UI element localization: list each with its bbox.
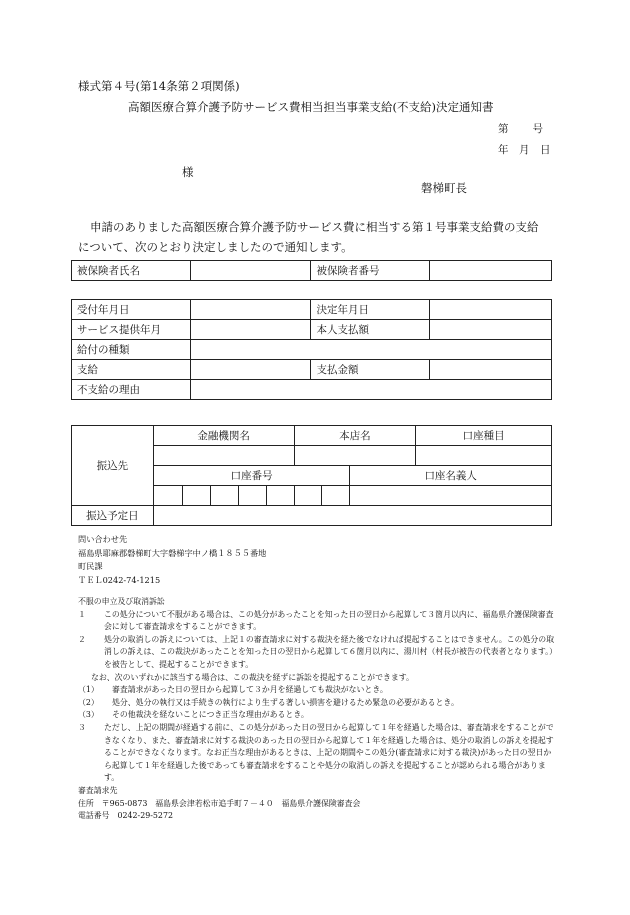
appeal-item-text: 処分の取消しの訴えについては、上記１の審査請求に対する裁決を経た後でなければ提起することはできません。この処分の取消しの訴えは、この裁決があったことを知った日の翌日から起算して６箇月以内に、湯川村（村長が被告の代表者となります。）を被告として、提起することができます。 xyxy=(104,634,557,669)
insured-number-value xyxy=(430,261,552,281)
payment-amount-label: 支払金額 xyxy=(311,360,430,380)
document-number: 第 号 xyxy=(498,123,544,135)
account-digit-box xyxy=(238,486,266,506)
contact-section xyxy=(78,533,578,587)
insured-name-label: 被保険者氏名 xyxy=(72,261,191,281)
appeal-item-number: ２ xyxy=(78,634,86,644)
intro-line-1: 申請のありました高額医療合算介護予防サービス費に相当する第１号事業支給費の支給 xyxy=(90,220,539,234)
appeal-sub-1 xyxy=(78,684,558,697)
document-title: 高額医療合算介護予防サービス費相当担当事業支給(不支給)決定通知書 xyxy=(128,100,494,114)
appeal-sub-number: （2） xyxy=(78,697,99,707)
review-tel: 電話番号 0242-29-5272 xyxy=(78,811,173,821)
self-pay-value xyxy=(430,320,552,340)
contact-department: 町民課 xyxy=(78,561,103,571)
decision-date-label: 決定年月日 xyxy=(311,300,430,320)
account-type-label: 口座種目 xyxy=(416,426,552,446)
form-number: 様式第４号(第14条第２項関係) xyxy=(78,79,240,93)
benefit-type-label: 給付の種類 xyxy=(72,340,191,360)
account-number-label: 口座番号 xyxy=(153,466,350,486)
appeal-item-2-note: なお、次のいずれかに該当する場合は、この裁決を経ずに訴訟を提起することができます。 xyxy=(91,672,414,682)
appeal-sub-2 xyxy=(78,697,558,710)
appeal-heading: 不服の申立及び取消訴訟 xyxy=(78,597,165,606)
self-pay-label: 本人支払額 xyxy=(311,320,430,340)
benefit-type-value xyxy=(190,340,551,360)
issue-date: 年 月 日 xyxy=(498,144,551,156)
received-date-label: 受付年月日 xyxy=(72,300,191,320)
account-digit-box xyxy=(182,486,210,506)
scheduled-date-label: 振込予定日 xyxy=(72,506,154,526)
scheduled-date-value xyxy=(153,506,551,526)
appeal-item-number: ３ xyxy=(78,722,86,732)
appeal-item-text: この処分について不服がある場合は、この処分があったことを知った日の翌日から起算して３箇月以内に、福島県介護保険審査会に対して審査請求をすることができます。 xyxy=(104,609,554,632)
appeal-sub-text: その他裁決を経ないことにつき正当な理由があるとき。 xyxy=(112,710,309,720)
bank-name-label: 金融機関名 xyxy=(153,426,294,446)
review-heading: 審査請求先 xyxy=(78,785,118,795)
intro-line-2: について、次のとおり決定しましたので通知します。 xyxy=(78,240,353,254)
account-digit-box xyxy=(322,486,350,506)
appeal-sub-number: （1） xyxy=(78,685,99,695)
decision-date-value xyxy=(430,300,552,320)
non-payment-reason-value xyxy=(190,380,551,400)
branch-name-value xyxy=(294,446,416,466)
appeal-item-2 xyxy=(78,634,558,672)
transfer-destination-label: 振込先 xyxy=(72,426,154,506)
appeal-sub-number: （3） xyxy=(78,710,99,720)
review-address: 住所 〒965-0873 福島県会津若松市追手町７－４０ 福島県介護保険審査会 xyxy=(78,798,361,808)
appeal-item-3 xyxy=(78,722,558,785)
insured-number-label: 被保険者番号 xyxy=(311,261,430,281)
account-digit-box xyxy=(153,486,182,506)
appeal-sub-text: 審査請求があった日の翌日から起算して３か月を経過しても裁決がないとき。 xyxy=(112,685,388,695)
account-digit-box xyxy=(210,486,238,506)
appeal-sub-text: 処分、処分の執行又は手続きの執行により生ずる著しい損害を避けるため緊急の必要があるとき。 xyxy=(112,697,459,707)
payment-amount-value xyxy=(430,360,552,380)
non-payment-reason-label: 不支給の理由 xyxy=(72,380,191,400)
bank-name-value xyxy=(153,446,294,466)
decision-table xyxy=(71,299,552,400)
appeal-section xyxy=(78,596,558,823)
branch-name-label: 本店名 xyxy=(294,426,416,446)
contact-heading: 問い合わせ先 xyxy=(78,534,128,544)
transfer-table xyxy=(71,425,552,526)
payment-label: 支給 xyxy=(72,360,191,380)
insured-table xyxy=(71,260,552,281)
addressee-honorific: 様 xyxy=(182,165,194,179)
service-month-value xyxy=(190,320,311,340)
account-digit-box xyxy=(294,486,322,506)
intro-text xyxy=(78,217,558,257)
received-date-value xyxy=(190,300,311,320)
appeal-item-1 xyxy=(78,609,558,634)
payment-value xyxy=(190,360,311,380)
issuer-name: 磐梯町長 xyxy=(421,181,467,195)
service-month-label: サービス提供年月 xyxy=(72,320,191,340)
insured-name-value xyxy=(190,261,311,281)
contact-address: 福島県耶麻郡磐梯町大字磐梯字中ノ橋１８５５番地 xyxy=(78,547,267,558)
appeal-sub-3 xyxy=(78,709,558,722)
account-holder-value xyxy=(350,486,552,506)
appeal-item-number: １ xyxy=(78,609,86,619)
appeal-item-text: ただし、上記の期間が経過する前に、この処分があった日の翌日から起算して１年を経過した場合は、審査請求をすることができなくなり、また、審査請求に対する裁決のあった日の翌日から起算して１年を経過した場合は、処分の取消しの訴えを提起することができなくなります。なお正当な理由があるときは、上記の期間やこの処分(審査請求に対する裁決)があった日の翌日から起算して１年を経過した後であっても審査請求をすることや処分の取消しの訴えを提起することが認められる場合があります。 xyxy=(104,722,554,783)
account-holder-label: 口座名義人 xyxy=(350,466,552,486)
contact-tel: ＴＥＬ0242-74-1215 xyxy=(78,574,161,585)
account-type-value xyxy=(416,446,552,466)
account-digit-box xyxy=(266,486,294,506)
